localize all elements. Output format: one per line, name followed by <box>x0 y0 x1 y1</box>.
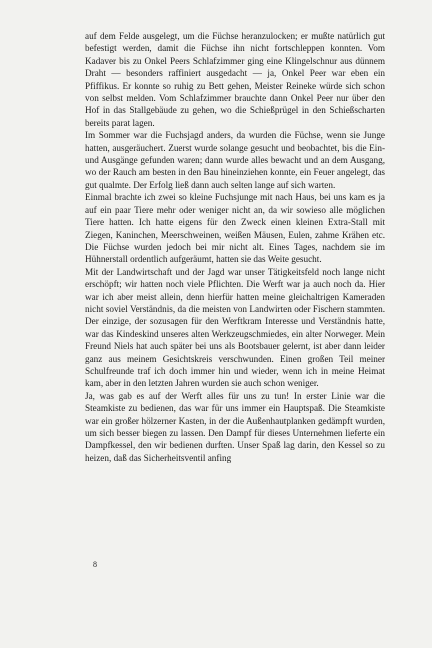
paragraph-shipyard: Mit der Landwirtschaft und der Jagd war unser Tätigkeitsfeld noch lange nicht erschöpft; wir hatten noch viele Pflichten. Die Werft war ja auch noch da. Hier war ich aber meist allein, denn hierfür hatten meine gleichaltrigen Kameraden nicht soviel Verständnis, da die meisten von Landwirten oder Fischern stammten. Der einzige, der sozusagen für den Werftkram Interesse und Verständnis hatte, war das Kindeskind unseres alten Werkzeugschmiedes, ein alter Norweger. Mein Freund Niels hat auch später bei uns als Bootsbauer gelernt, ist aber dann leider ganz aus meinem Gesichtskreis verschwunden. Einen großen Teil meiner Schulfreunde traf ich doch immer hin und wieder, wenn ich in meine Heimat kam, aber in den letzten Jahren wurden sie auch schon weniger. <box>85 266 385 389</box>
paragraph-fox-cubs: Einmal brachte ich zwei so kleine Fuchsjunge mit nach Haus, bei uns kam es ja auf ein paar Tiere mehr oder weniger nicht an, da wir sowieso alle möglichen Tiere hatten. Ich hatte eigens für den Zweck einen kleinen Extra-Stall mit Ziegen, Kaninchen, Meerschweinen, weißen Mäusen, Eulen, zahme Krähen etc. Die Füchse wurden jedoch bei mir nicht alt. Eines Tages, nachdem sie im Hühnerstall ordentlich aufgeräumt, hatten sie das Weite gesucht. <box>85 192 385 265</box>
paragraph-steam-box: Ja, was gab es auf der Werft alles für uns zu tun! In erster Linie war die Steamkiste zu bedienen, das war für uns immer ein Hauptspaß. Die Steamkiste war ein großer hölzerner Kasten, in der die Außenhautplanken gedämpft wurden, um sich besser biegen zu lassen. Den Dampf für dieses Unternehmen lieferte ein Dampfkessel, den wir bedienen durften. Unser Spaß lag darin, den Kessel so zu heizen, daß das Sicherheitsventil anfing <box>85 390 385 463</box>
paragraph-summer-hunt: Im Sommer war die Fuchsjagd anders, da wurden die Füchse, wenn sie Junge hatten, ausgeräuchert. Zuerst wurde solange gesucht und beobachtet, bis die Ein- und Ausgänge gefunden waren; dann wurde alles bewacht und an dem Ausgang, wo der Rauch am besten in den Bau hineinziehen konnte, ein Feuer angelegt, das gut qualmte. Der Erfolg ließ dann auch selten lange auf sich warten. <box>85 130 385 190</box>
paragraph-fox-bait: auf dem Felde ausgelegt, um die Füchse heranzulocken; er mußte natürlich gut befestigt werden, damit die Füchse ihn nicht fortschleppen konnten. Vom Kadaver bis zu Onkel Peers Schlafzimmer ging eine Klingelschnur aus dünnem Draht — besonders raffiniert ausgedacht — ja, Onkel Peer war eben ein Pfiffikus. Er konnte so ruhig zu Bett gehen, Meister Reineke würde sich schon von selbst melden. Vom Schlafzimmer brauchte dann Onkel Peer nur über den Hof in das Stallgebäude zu gehen, wo die Schießprügel in den Schießscharten bereits parat lagen. <box>85 31 385 128</box>
page-number: 8 <box>93 560 97 569</box>
body-text <box>85 30 385 464</box>
